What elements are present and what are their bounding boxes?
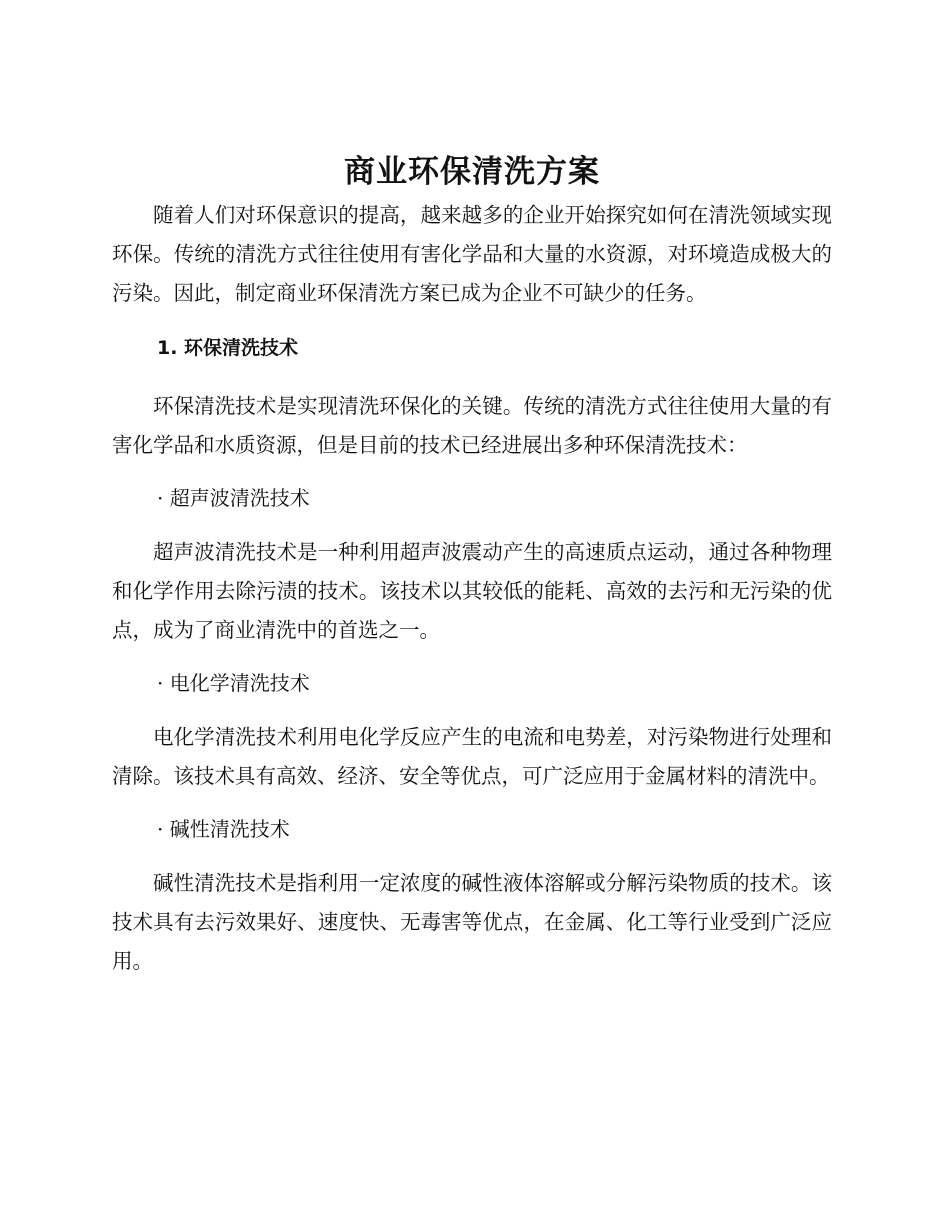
document-title: 商业环保清洗方案: [344, 154, 600, 190]
intro-paragraph: 随着人们对环保意识的提高，越来越多的企业开始探究如何在清洗领域实现环保。传统的清洗方式往往使用有害化学品和大量的水资源，对环境造成极大的污染。因此，制定商业环保清洗方案已成为企业不可缺少的任务。: [112, 203, 832, 305]
paragraph-electrochemical: 电化学清洗技术利用电化学反应产生的电流和电势差，对污染物进行处理和清除。该技术具有高效、经济、安全等优点，可广泛应用于金属材料的清洗中。: [112, 725, 832, 788]
paragraph-alkaline: 碱性清洗技术是指利用一定浓度的碱性液体溶解或分解污染物质的技术。该技术具有去污效果好、速度快、无毒害等优点，在金属、化工等行业受到广泛应用。: [112, 871, 832, 973]
section-intro-paragraph: 环保清洗技术是实现清洗环保化的关键。传统的清洗方式往往使用大量的有害化学品和水质资源，但是目前的技术已经进展出多种环保清洗技术：: [112, 394, 832, 457]
paragraph-ultrasonic: 超声波清洗技术是一种利用超声波震动产生的高速质点运动，通过各种物理和化学作用去除污渍的技术。该技术以其较低的能耗、高效的去污和无污染的优点，成为了商业清洗中的首选之一。: [112, 540, 832, 642]
document-page: [112, 150, 832, 981]
bullet-alkaline: · 碱性清洗技术: [157, 817, 290, 841]
bullet-ultrasonic: · 超声波清洗技术: [157, 486, 310, 510]
bullet-electrochemical: · 电化学清洗技术: [157, 671, 310, 695]
section-heading: 1. 环保清洗技术: [157, 337, 299, 359]
